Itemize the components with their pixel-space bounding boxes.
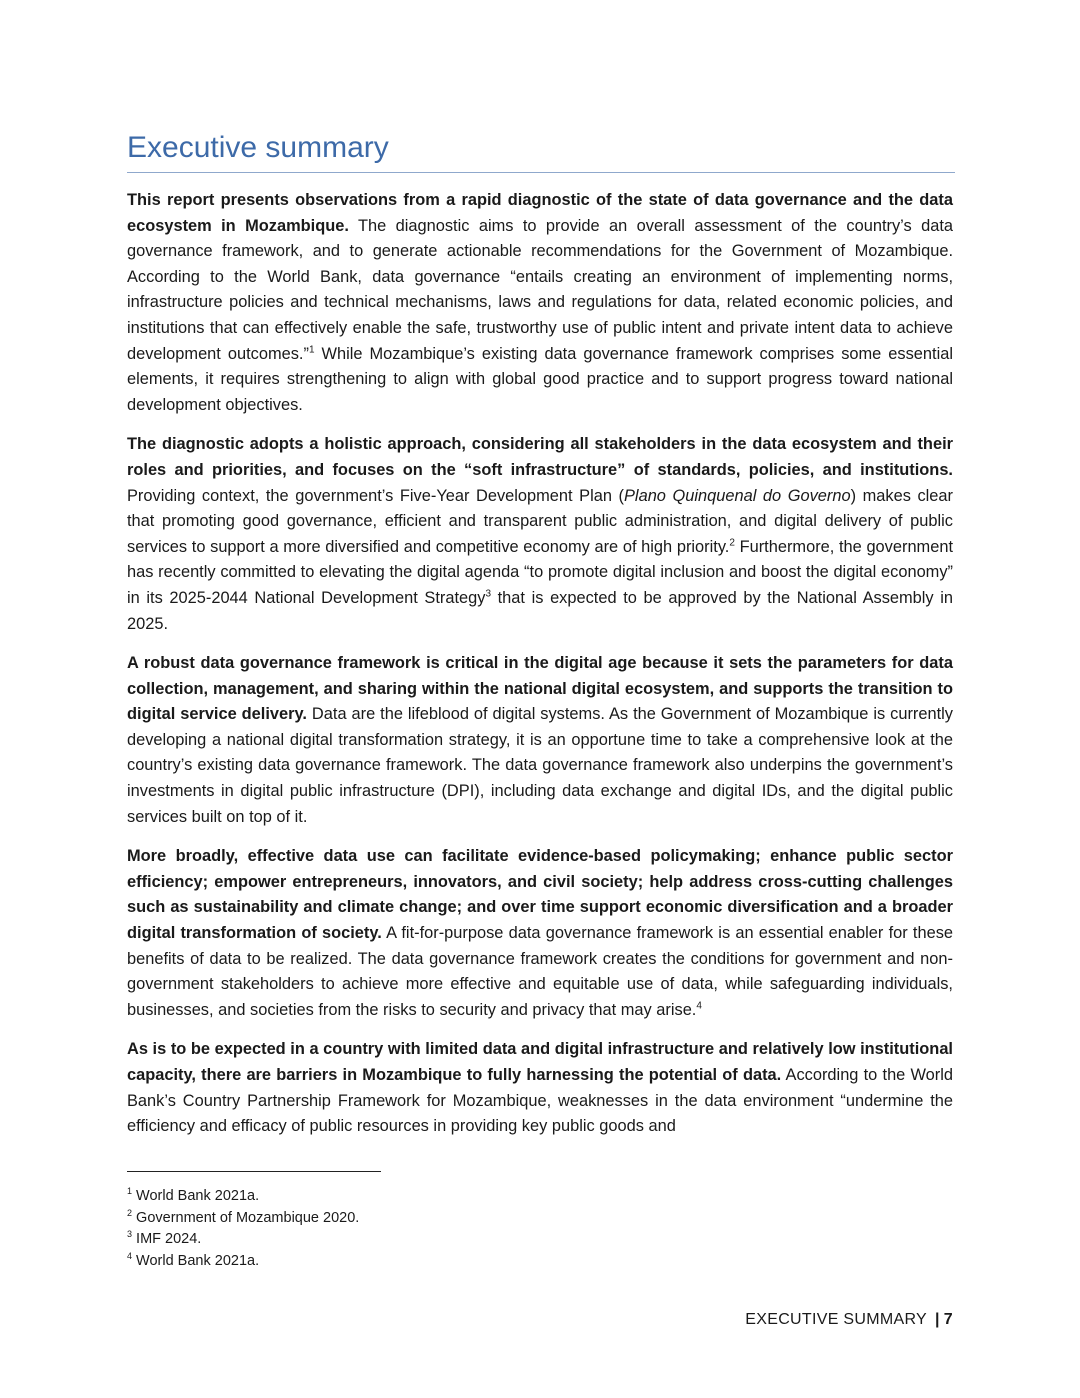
paragraph-3-lead: A robust data governance framework is critical in the digital age because it sets the parameters for data collection, management, and sharing within the national digital ecosystem, and supports the transition to digital service delivery. xyxy=(127,654,953,724)
paragraph-5-lead: As is to be expected in a country with limited data and digital infrastructure and relatively low institutional capacity, there are barriers in Mozambique to fully harnessing the potential of data. xyxy=(127,1040,953,1084)
paragraph-2-text-cont: ) makes clear that promoting good governance, efficient and transparent public administration, and digital delivery of public services to support a more diversified and competitive economy are of high priority. xyxy=(127,486,953,556)
footnote-text: IMF 2024. xyxy=(132,1231,202,1247)
paragraph-4-lead: More broadly, effective data use can facilitate evidence-based policymaking; enhance public sector efficiency; empower entrepreneurs, innovators, and civil society; help address cross-cutting challenges such as sustainability and climate change; and over time support economic diversification and a broader digital transformation of society. xyxy=(127,847,953,943)
footnote-number: 1 xyxy=(127,1186,133,1197)
paragraph-5 xyxy=(127,1037,953,1139)
body-text xyxy=(127,188,953,1154)
page-number: 7 xyxy=(943,1311,953,1328)
page-footer xyxy=(127,1311,953,1329)
footnote-ref-1[interactable]: 1 xyxy=(308,344,315,356)
footnote-text: World Bank 2021a. xyxy=(132,1252,260,1269)
paragraph-3-text: Data are the lifeblood of digital systems. As the Government of Mozambique is currently developing a national digital transformation strategy, it is an opportune time to take a comprehensive look at the country’s existing data governance framework. The data governance framework also underpins the government’s investments in digital public infrastructure (DPI), including data exchange and digital IDs, and the digital public services built on top of it. xyxy=(127,705,953,826)
paragraph-1 xyxy=(127,188,953,418)
footnote-ref-2[interactable]: 2 xyxy=(729,537,735,549)
footnote-ref-4[interactable]: 4 xyxy=(696,1000,702,1012)
footer-section-label: EXECUTIVE SUMMARY xyxy=(745,1311,928,1328)
paragraph-2 xyxy=(127,432,953,637)
footnote-item xyxy=(127,1208,359,1230)
paragraph-1-text-cont: While Mozambique’s existing data governance framework comprises some essential elements, it requires strengthening to align with global good practice and to support progress toward national development objectives. xyxy=(127,344,953,414)
paragraph-2-lead: The diagnostic adopts a holistic approach, considering all stakeholders in the data ecosystem and their roles and priorities, and focuses on the “soft infrastructure” of standards, policies, and institutions. xyxy=(127,435,953,479)
footnote-text: World Bank 2021a. xyxy=(132,1188,260,1204)
footer-separator: | xyxy=(935,1311,940,1328)
footnote-item xyxy=(127,1229,359,1251)
paragraph-5-text: According to the World Bank’s Country Partnership Framework for Mozambique, weaknesses in the data environment “undermine the efficiency and efficacy of public resources in providing key public goods and xyxy=(127,1066,954,1136)
footnote-item xyxy=(127,1251,359,1273)
footnote-item xyxy=(127,1186,359,1208)
paragraph-3 xyxy=(127,651,953,830)
footnote-number: 4 xyxy=(127,1250,133,1261)
paragraph-2-italic-title: Plano Quinquenal do Governo xyxy=(624,486,851,505)
page-title: Executive summary xyxy=(127,128,955,173)
paragraph-2-text-cont-2: Furthermore, the government has recently committed to elevating the digital agenda “to promote digital inclusion and boost the digital economy” in its 2025-2044 National Development Strategy xyxy=(127,537,953,607)
footnote-number: 3 xyxy=(127,1229,133,1240)
paragraph-2-text-cont-3: that is expected to be approved by the National Assembly in 2025. xyxy=(127,588,953,633)
paragraph-2-text: Providing context, the government’s Five-Year Development Plan ( xyxy=(127,486,624,505)
footnote-text: Government of Mozambique 2020. xyxy=(132,1209,360,1226)
paragraph-4 xyxy=(127,844,953,1023)
paragraph-4-text: A fit-for-purpose data governance framework is an essential enabler for these benefits of data to be realized. The data governance framework creates the conditions for government and non-government stakeholders to achieve more effective and equitable use of data, while safeguarding individuals, businesses, and societies from the risks to security and privacy that may arise. xyxy=(127,924,954,1019)
footnote-ref-3[interactable]: 3 xyxy=(485,588,491,600)
footnotes xyxy=(127,1186,359,1272)
footnote-divider xyxy=(127,1171,381,1172)
footnote-number: 2 xyxy=(127,1207,133,1218)
paragraph-1-lead: This report presents observations from a rapid diagnostic of the state of data governance and the data ecosystem in Mozambique. xyxy=(127,191,953,235)
paragraph-1-text: The diagnostic aims to provide an overall assessment of the country’s data governance framework, and to generate actionable recommendations for the Government of Mozambique. According to the World Bank, data governance “entails creating an environment of implementing norms, infrastructure policies and technical mechanisms, laws and regulations for data, related economic policies, and institutions that can effectively enable the safe, trustworthy use of public intent and private intent data to achieve development outcomes.” xyxy=(127,216,953,363)
